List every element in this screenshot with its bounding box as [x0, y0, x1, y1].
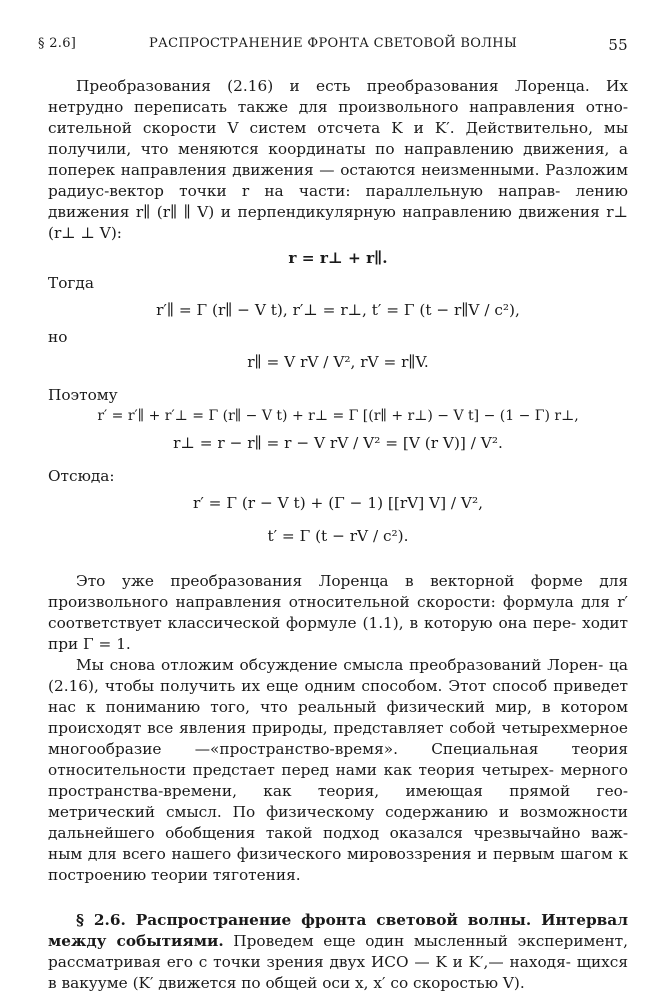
text-line: движения r⊥ (r⊥ ⊥ V):: [48, 203, 628, 242]
text-line: Преобразования (2.16) и есть преобразования Лоренца. Их: [76, 77, 628, 95]
paragraph-2: [48, 571, 628, 655]
equation-vector-transform: r′ = r′∥ + r′⊥ = Γ (r∥ − V t) + r⊥ = Γ [(r∥ + r⊥) − V t] − (1 − Γ) r⊥,: [97, 408, 579, 424]
paragraph-1: [48, 76, 628, 244]
equation-lorentz-vector-r: r′ = Γ (r − V t) + (Γ − 1) [[rV] V] / V²,: [193, 494, 483, 512]
running-header: [38, 36, 628, 58]
text-line: дальнейшего обобщения такой подход оказался чрезвычайно важ-: [48, 824, 628, 842]
running-title: РАСПРОСТРАНЕНИЕ ФРОНТА СВЕТОВОЙ ВОЛНЫ: [148, 36, 518, 51]
text-line: рассматривая его с точки зрения двух ИСО — K и K′,— находя-: [48, 953, 571, 971]
text-line: получили, что меняются координаты по направлению движения,: [48, 140, 610, 158]
text-line: приведет нас к пониманию того, что реальный физический мир,: [48, 677, 628, 716]
text-line: Разложим радиус-вектор точки r на части: параллельную направ-: [48, 161, 628, 200]
text-line: ным для всего нашего физического мировоззрения и первым шагом: [48, 845, 613, 863]
section-heading-continued: между событиями.: [48, 932, 224, 950]
text-line: мерного пространства-времени, как теория, имеющая прямой гео-: [48, 761, 629, 800]
text-line: сительной скорости V систем отсчета K и K′. Действительно, мы: [48, 119, 628, 137]
equation-transform-components: r′∥ = Γ (r∥ − V t), r′⊥ = r⊥, t′ = Γ (t − r∥V / c²),: [156, 301, 520, 319]
page-number: 55: [608, 36, 628, 54]
word-otsyuda: Отсюда:: [48, 467, 115, 485]
text-line: лению движения r∥ (r∥ ∥ V) и перпендикулярную направлению: [48, 182, 628, 221]
text-line: метрический смысл. По физическому содержанию и возможности: [48, 803, 628, 821]
text-line: нетрудно переписать также для произвольного направления отно-: [48, 98, 628, 116]
word-no: но: [48, 328, 68, 346]
page-body: [48, 76, 628, 994]
text-line: теория относительности предстает перед нами как теория четырех-: [48, 740, 628, 779]
text-line: щихся в вакууме (K′ движется по общей оси x, x′ со скоростью V).: [48, 953, 628, 992]
text-line: а поперек направления движения — остаются неизменными.: [48, 140, 628, 179]
text-line: ходит при Γ = 1.: [48, 614, 628, 653]
word-togda: Тогда: [48, 274, 94, 292]
text-line: произвольного направления относительной скорости: формула для: [48, 593, 610, 611]
text-line: четырехмерное многообразие —«пространство-время». Специальная: [48, 719, 628, 758]
equation-lorentz-vector-t: t′ = Γ (t − rV / c²).: [267, 527, 409, 545]
text-line: r′ соответствует классической формуле (1.1), в которую она пере-: [48, 593, 628, 632]
equation-radius-split: r = r⊥ + r∥.: [288, 249, 388, 267]
paragraph-3: [48, 655, 628, 886]
text-line: Мы снова отложим обсуждение смысла преобразований Лорен-: [76, 656, 604, 674]
text-line: Это уже преобразования Лоренца в векторной форме для: [76, 572, 628, 590]
text-line: к построению теории тяготения.: [48, 845, 628, 884]
equation-parallel-component: r∥ = V rV / V², rV = r∥V.: [247, 353, 429, 371]
section-heading: § 2.6. Распространение фронта световой волны. Интервал: [76, 911, 628, 929]
text-line: ца (2.16), чтобы получить их еще одним способом. Этот способ: [48, 656, 628, 695]
text-line: в котором происходят все явления природы, представляет собой: [48, 698, 628, 737]
section-ref: § 2.6]: [38, 36, 77, 51]
text-line: Проведем еще один мысленный эксперимент,: [223, 932, 629, 950]
word-poetomu: Поэтому: [48, 386, 118, 404]
section-paragraph: [48, 910, 628, 994]
equation-perpendicular-component: r⊥ = r − r∥ = r − V rV / V² = [V (r V)] / V².: [173, 434, 503, 452]
